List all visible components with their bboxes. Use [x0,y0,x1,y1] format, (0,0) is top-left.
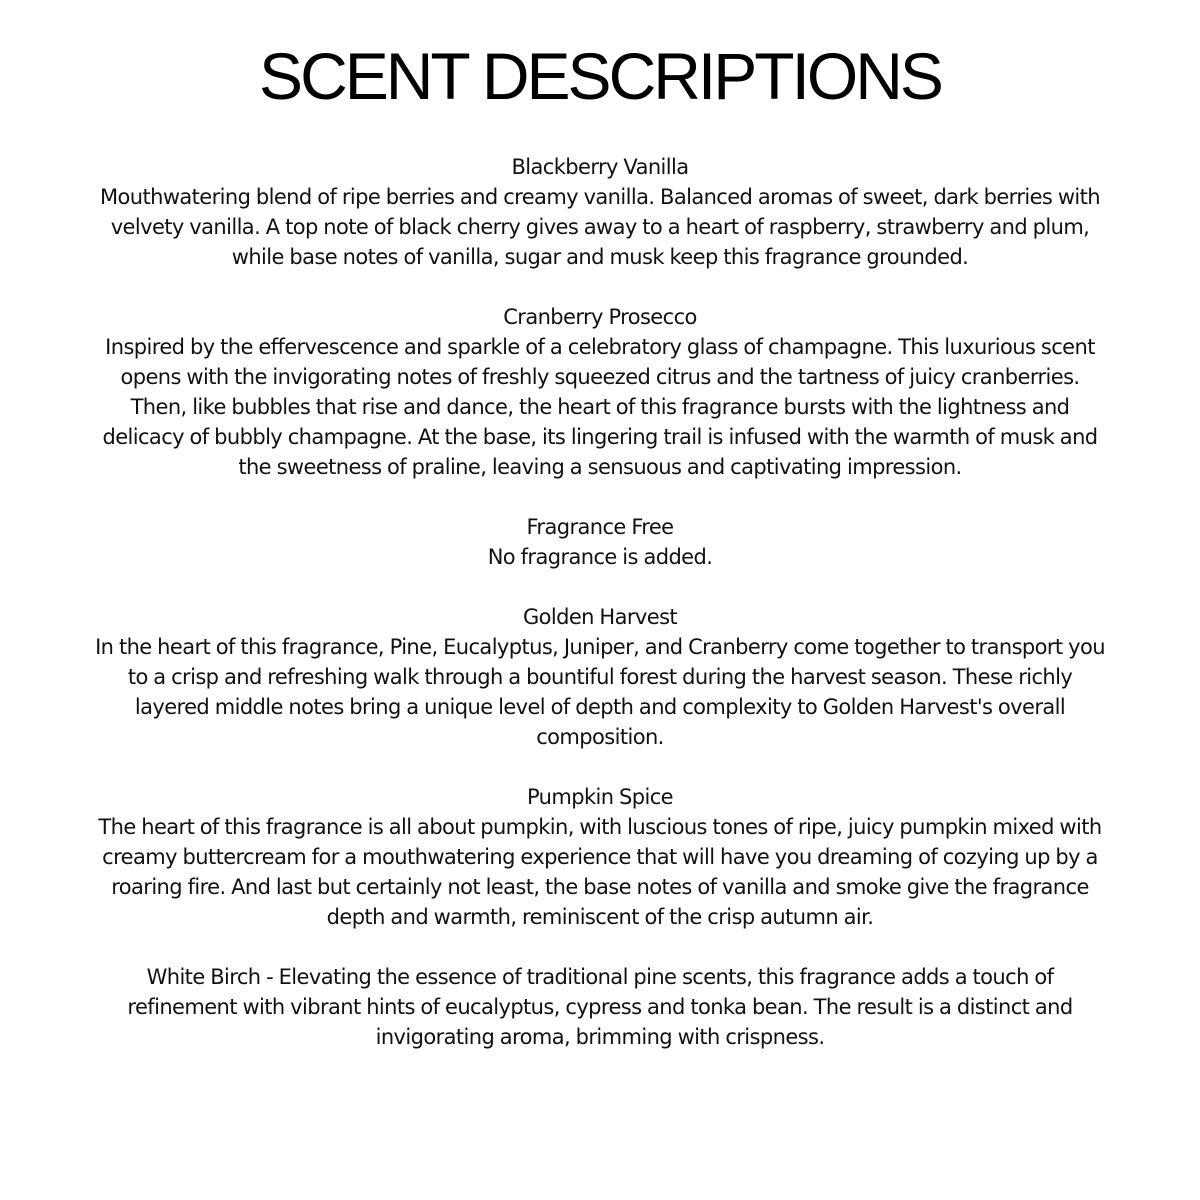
scent-name: Golden Harvest [522,605,678,629]
page-title: SCENT DESCRIPTIONS [259,39,941,113]
scent-cranberry-prosecco [90,302,1110,482]
scent-description: No fragrance is added. [487,545,713,569]
scent-fragrance-free [90,512,1110,572]
scent-description: Mouthwatering blend of ripe berries and creamy vanilla. Balanced aromas of sweet, dark berries with velvety vanilla. A top note of black cherry gives away to a heart of raspberry, strawberry and plum, while base notes of vanilla, sugar and musk keep this fragrance grounded. [100,185,1100,269]
scent-description: Elevating the essence of traditional pine scents, this fragrance adds a touch of refinement with vibrant hints of eucalyptus, cypress and tonka bean. The result is a distinct and invigorating aroma, brimming with crispness. [127,965,1073,1049]
scent-list [90,152,1110,1052]
scent-description: In the heart of this fragrance, Pine, Eucalyptus, Juniper, and Cranberry come together to transport you to a crisp and refreshing walk through a bountiful forest during the harvest season. These richly layered middle notes bring a unique level of depth and complexity to Golden Harvest's overall composition. [95,635,1105,749]
scent-white-birch [90,962,1110,1052]
scent-name: White Birch [146,965,261,989]
scent-name: Pumpkin Spice [526,785,674,809]
scent-pumpkin-spice [90,782,1110,932]
scent-name: Blackberry Vanilla [511,155,689,179]
scent-blackberry-vanilla [90,152,1110,272]
scent-name: Fragrance Free [526,515,674,539]
scent-name: Cranberry Prosecco [503,305,697,329]
scent-description: The heart of this fragrance is all about pumpkin, with luscious tones of ripe, juicy pumpkin mixed with creamy buttercream for a mouthwatering experience that will have you dreaming of cozying up by a roaring fire. And last but certainly not least, the base notes of vanilla and smoke give the fragrance depth and warmth, reminiscent of the crisp autumn air. [98,815,1102,929]
scent-golden-harvest [90,602,1110,752]
scent-description: Inspired by the effervescence and sparkle of a celebratory glass of champagne. This luxurious scent opens with the invigorating notes of freshly squeezed citrus and the tartness of juicy cranberries. Then, like bubbles that rise and dance, the heart of this fragrance bursts with the lightness and delicacy of bubbly champagne. At the base, its lingering trail is infused with the warmth of musk and the sweetness of praline, leaving a sensuous and captivating impression. [102,335,1098,479]
scent-separator: - [260,965,279,989]
